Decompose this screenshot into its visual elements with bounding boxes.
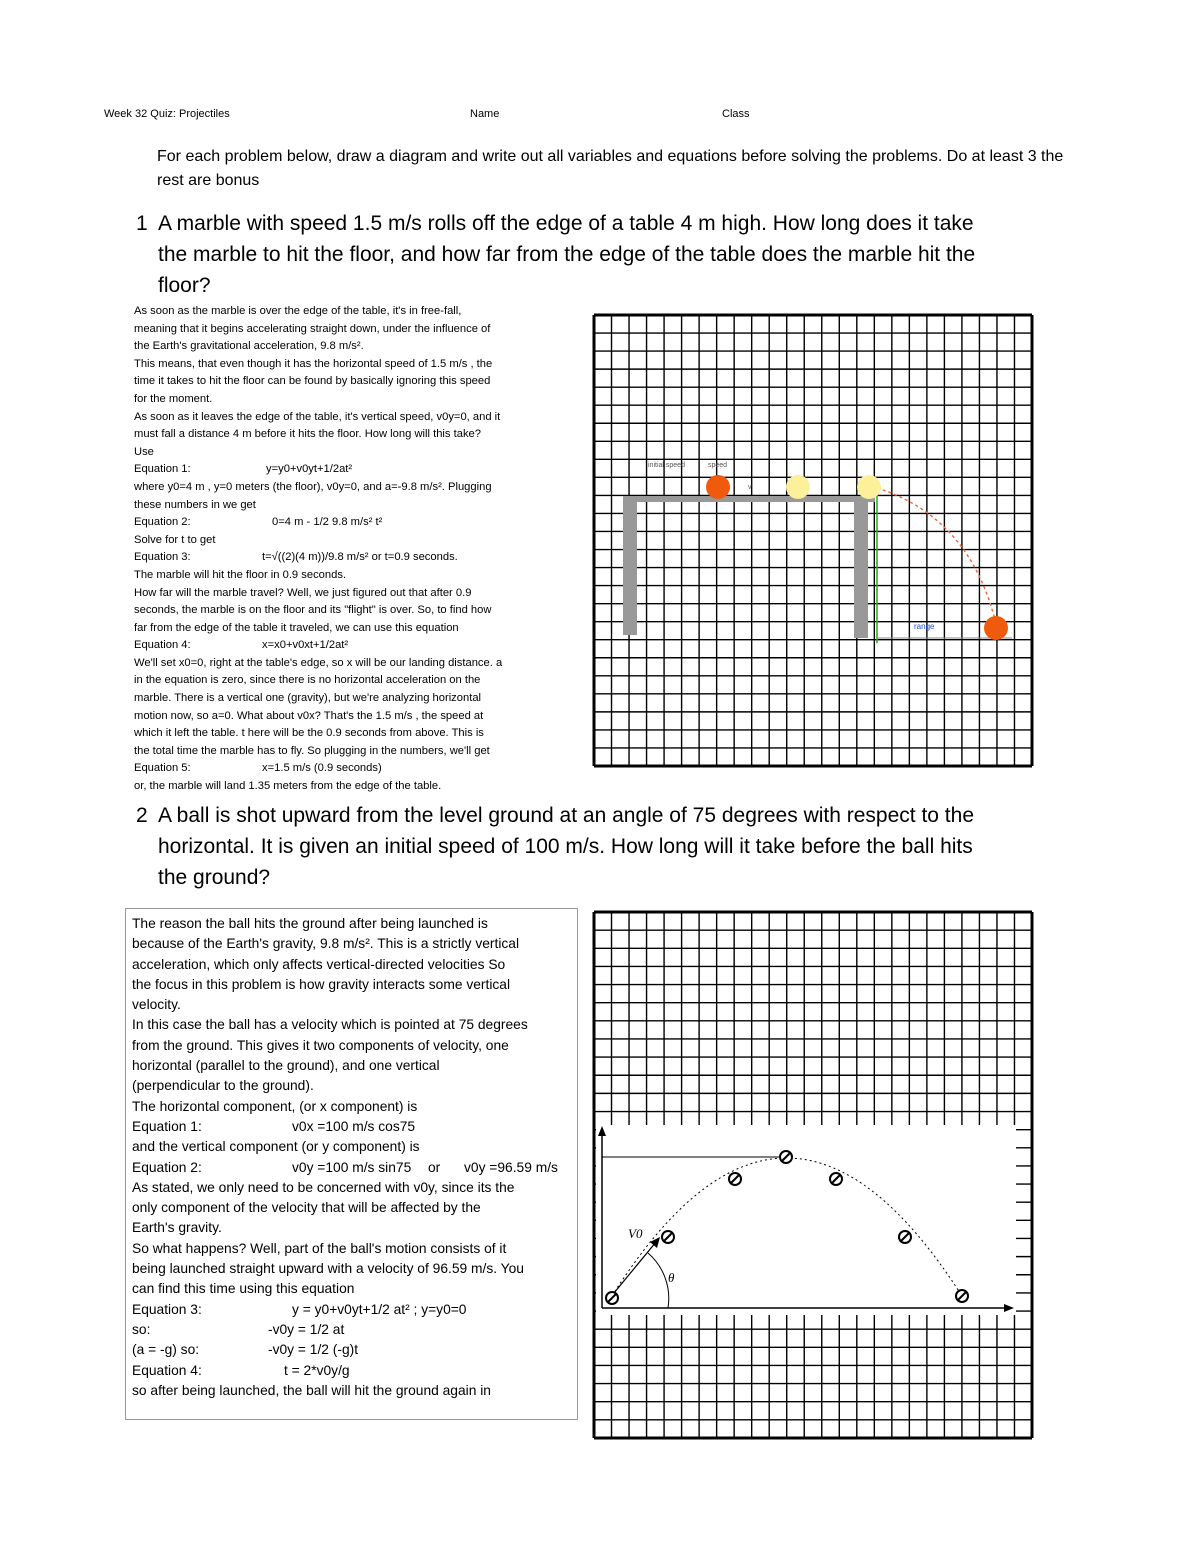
marble-rolling — [786, 475, 810, 499]
speed-label: speed — [708, 462, 728, 469]
table-left-leg — [623, 500, 637, 635]
marble-at-edge — [857, 475, 881, 499]
class-label: Class — [722, 108, 750, 120]
table-right-leg — [854, 500, 868, 638]
velocity-label: v — [748, 484, 752, 491]
solution-1: As soon as the marble is over the edge of the table, it's in free-fall, meaning that it begins accelerating straight down, under the influence of the Earth's gravitational acceleration, 9.8 m/s². This means, that even though it has the horizontal speed of 1.5 m/s , the time it takes to hit the floor can be found by basically ignoring this speed for the moment. As soon as it leaves the edge of the table, it's vertical speed, v0y=0, and it must fall a distance 4 m before it hits the floor. How long will this take? Use Equation 1: y=y0+v0yt+1/2at² where y0=4 m , y=0 meters (the floor), v0y=0, and a=-9.8 m/s². Plugging these numbers in we get Equation 2: 0=4 m - 1/2 9.8 m/s² t² Solve for t to get Equation 3: t=√((2)(4 m))/9.8 m/s² or t=0.9 seconds. The marble will hit the floor in 0.9 seconds. How far will the marble travel? Well, we just figured out that after 0.9 seconds, the marble is on the floor and its "flight" is over. So, to find how far from the edge of the table it traveled, we can use this equation Equation 4: x=x0+v0xt+1/2at² We'll set x0=0, right at the table's edge, so x will be our landing distance. a in the equation is zero, since there is no horizontal acceleration on the marble. There is a vertical one (gravity), but we're analyzing horizontal motion now, so a=0. What about v0x? That's the 1.5 m/s , the speed at which it left the table. t here will be the 0.9 seconds from above. This is the total time the marble has to fly. So plugging in the numbers, we'll get Equation 5: x=1.5 m/s (0.9 seconds) or, the marble will land 1.35 meters from the edge of the table. — [134, 305, 503, 793]
quiz-title: Week 32 Quiz: Projectiles — [104, 108, 230, 120]
graph-paper-diagram-2 — [592, 910, 1034, 1440]
question-text: A ball is shot upward from the level ground at an angle of 75 degrees with respect to the horizontal. It is given an initial speed of 100 m/s. How long will it take before the ball hits the ground? — [158, 804, 974, 889]
instructions: For each problem below, draw a diagram and write out all variables and equations before solving the problems. Do at least 3 the rest are bonus — [157, 148, 1064, 189]
question-text: A marble with speed 1.5 m/s rolls off the edge of a table 4 m high. How long does it take the marble to hit the floor, and how far from the edge of the table does the marble hit the floor? — [158, 212, 976, 297]
range-label: range — [914, 622, 935, 631]
marble-start — [706, 475, 730, 499]
solution-2: The reason the ball hits the ground after being launched is because of the Earth's gravity, 9.8 m/s². This is a strictly vertical acceleration, which only affects vertical-directed velocities So the focus in this problem is how gravity interacts some vertical velocity. In this case the ball has a velocity which is pointed at 75 degrees from the ground. This gives it two components of velocity, one horizontal (parallel to the ground), and one vertical (perpendicular to the ground). The horizontal component, (or x component) is Equation 1: v0x =100 m/s cos75 and the vertical component (or y component) is Equation 2: v0y =100 m/s sin75 or v0y =96.59 m/s As stated, we only need to be concerned with v0y, since its the only component of the velocity that will be affected by the Earth's gravity. So what happens? Well, part of the ball's motion consists of it being launched straight upward with a velocity of 96.59 m/s. You can find this time using this equation Equation 3: y = y0+v0yt+1/2 at² ; y=y0=0 so: -v0y = 1/2 at (a = -g) so: -v0y = 1/2 (-g)t Equation 4: t = 2*v0y/g so after being launched, the ball will hit the ground again in — [132, 916, 558, 1398]
question-1 — [136, 208, 1096, 303]
initial-speed-label: initial speed — [648, 462, 685, 469]
v0-label: V0 — [628, 1226, 643, 1241]
theta-label: θ — [668, 1270, 675, 1285]
question-number: 1 — [136, 212, 148, 235]
question-2 — [136, 800, 1096, 895]
table-top — [623, 496, 875, 502]
marble-landed — [984, 616, 1008, 640]
graph-paper-diagram-1 — [592, 313, 1034, 768]
projectile-figure — [596, 1125, 1016, 1315]
name-label: Name — [470, 108, 500, 120]
question-number: 2 — [136, 804, 148, 827]
